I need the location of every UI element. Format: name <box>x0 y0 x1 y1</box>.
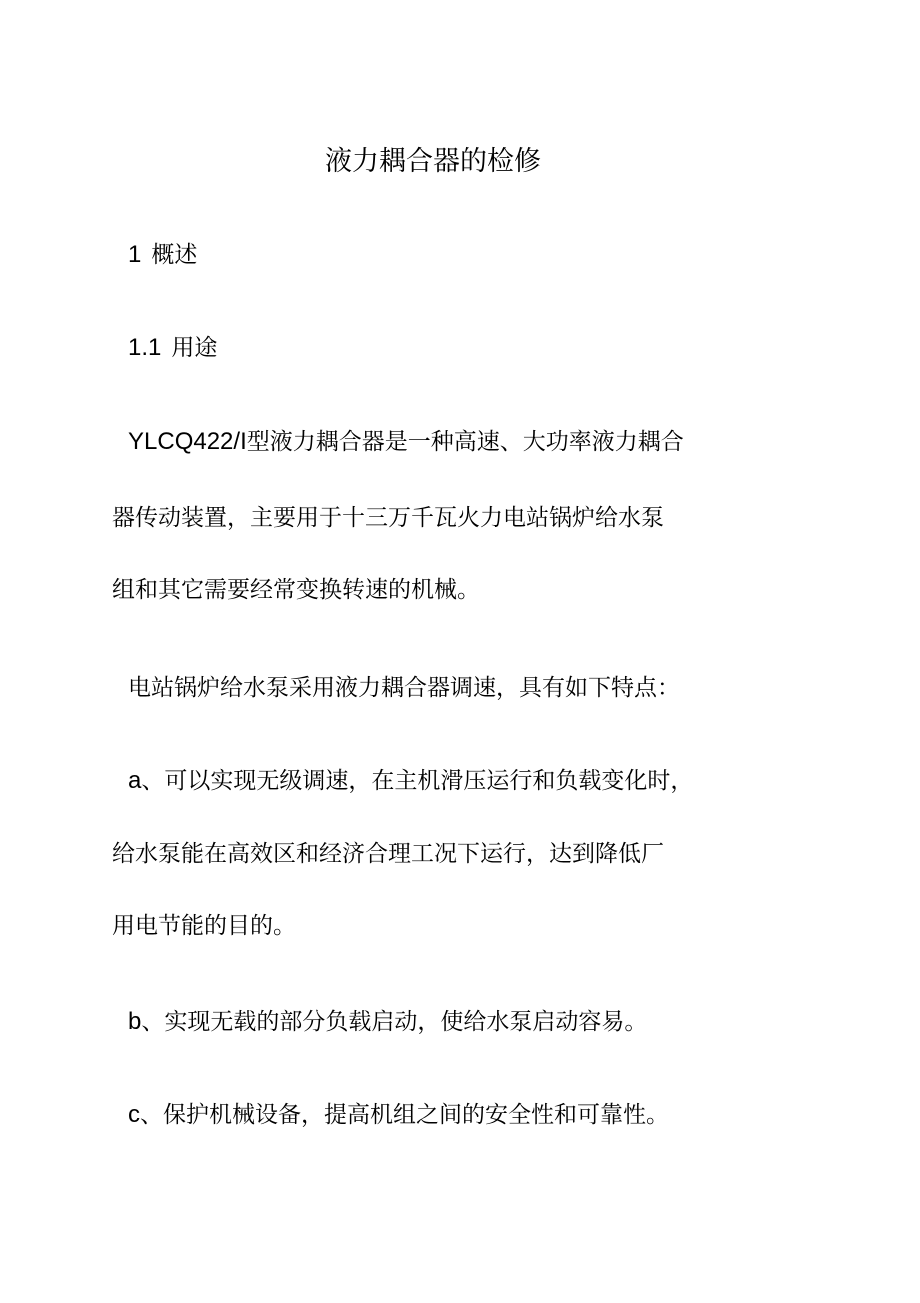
subsection-label: 用途 <box>171 335 218 361</box>
item-c-text: 、保护机械设备，提高机组之间的安全性和可靠性。 <box>140 1102 669 1128</box>
item-b <box>128 1007 647 1037</box>
subsection-number: 1.1 <box>128 334 162 361</box>
item-b-text: 、实现无载的部分负载启动，使给水泵启动容易。 <box>141 1009 648 1035</box>
para2: 电站锅炉给水泵采用液力耦合器调速，具有如下特点： <box>128 675 680 701</box>
item-a-line2: 给水泵能在高效区和经济合理工况下运行，达到降低厂 <box>112 841 664 867</box>
item-c-letter: c <box>128 1101 140 1128</box>
section-heading <box>128 240 197 270</box>
model-number: YLCQ422/I <box>128 428 247 455</box>
section-label: 概述 <box>151 242 198 268</box>
item-b-letter: b <box>128 1008 142 1035</box>
subsection-heading <box>128 333 217 363</box>
item-a-line1 <box>128 766 693 796</box>
para1-line1 <box>128 427 684 457</box>
section-number: 1 <box>128 241 142 268</box>
item-a-letter: a <box>128 767 142 794</box>
item-a-line3: 用电节能的目的。 <box>112 913 296 939</box>
document-title: 液力耦合器的检修 <box>325 146 541 177</box>
para1-line1-text: 型液力耦合器是一种高速、大功率液力耦合 <box>246 429 684 455</box>
item-a-line1-text: 、可以实现无级调速，在主机滑压运行和负载变化时， <box>141 768 694 794</box>
item-c <box>128 1100 669 1130</box>
para1-line2: 器传动装置，主要用于十三万千瓦火力电站锅炉给水泵 <box>112 505 664 531</box>
para1-line3: 组和其它需要经常变换转速的机械。 <box>112 577 480 603</box>
